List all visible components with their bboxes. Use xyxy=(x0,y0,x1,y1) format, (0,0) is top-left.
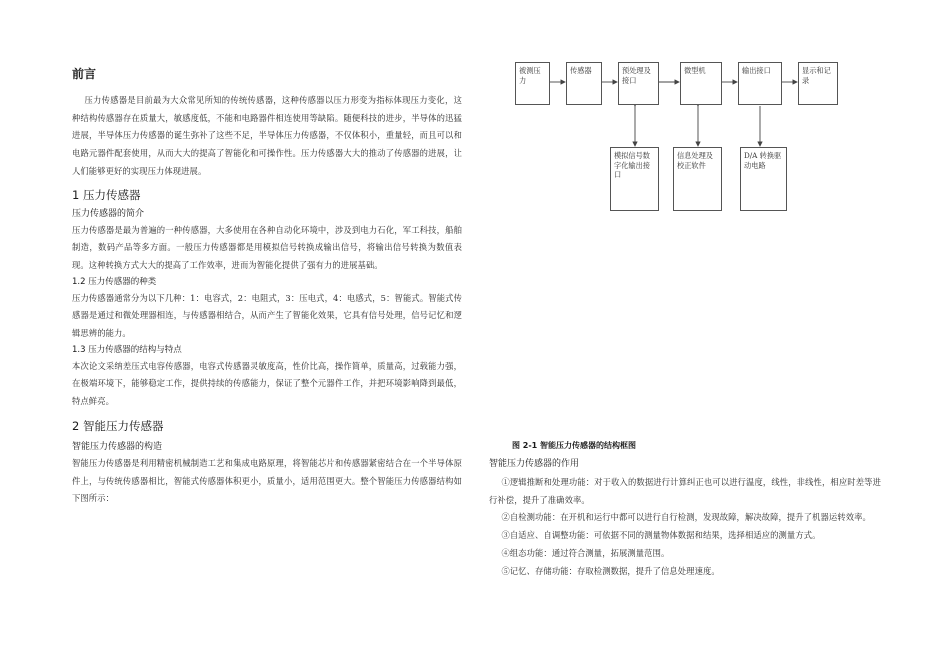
preface-title: 前言 xyxy=(72,67,97,81)
section-1-title: 1 压力传感器 xyxy=(72,187,141,202)
diagram-box-sensor: 传感器 xyxy=(566,62,602,105)
section-1-3-paragraph: 本次论文采纳差压式电容传感器，电容式传感器灵敏度高，性价比高，操作简单，质量高，过载能力强，在极端环境下，能够稳定工作，提供持续的传感能力，保证了整个元器件工作，并把环境影响降到最低，特点鲜亮。 xyxy=(72,360,462,407)
section-2-structure-paragraph: 智能压力传感器是利用精密机械制造工艺和集成电路原理，将智能芯片和传感器紧密结合在一个半导体原件上，与传统传感器相比，智能式传感器体积更小，质量小，适用范围更大。整个智能压力传感器结构如下图所示： xyxy=(72,457,462,504)
figure-caption: 图 2-1 智能压力传感器的结构框图 xyxy=(512,441,637,450)
section-1-intro-title: 压力传感器的简介 xyxy=(72,208,145,219)
right-column xyxy=(489,458,881,580)
diagram-box-microcomputer: 微型机 xyxy=(680,62,722,105)
function-item-3: ③自适应、自调整功能：可依据不同的测量物体数据和结果，选择相适应的测量方式。 xyxy=(501,530,821,541)
section-2-structure-title: 智能压力传感器的构造 xyxy=(72,441,163,452)
preface-paragraph: 压力传感器是目前最为大众常见所知的传统传感器，这种传感器以压力形变为指标体现压力变化，这种结构传感器存在质量大，敏感度低，不能和电路器件相连使用等缺陷。随便科技的进步，半导体的迅猛进展，半导体压力传感器的诞生弥补了这些不足，半导体压力传感器，不仅体积小，重量轻，而且可以和电路元器件配套使用，从而大大的提高了智能化和可操作性。压力传感器大大的推动了传感器的进展，让人们能够更好的实现压力体现进展。 xyxy=(72,95,462,176)
function-item-5: ⑤记忆、存储功能：存取检测数据，提升了信息处理速度。 xyxy=(501,565,720,576)
section-1-intro-paragraph: 压力传感器是最为普遍的一种传感器，大多使用在各种自动化环境中，涉及到电力石化，军工科技，船舶制造，数码产品等多方面。一般压力传感器都是用模拟信号转换成输出信号，将输出信号转换为数值表现。这种转换方式大大的提高了工作效率，进而为智能化提供了强有力的进展基础。 xyxy=(72,224,462,270)
function-item-2: ②自检测功能：在开机和运行中都可以进行自行检测，发现故障，解决故障，提升了机器运转效率。 xyxy=(501,512,871,523)
section-1-2-title: 1.2 压力传感器的种类 xyxy=(72,276,157,287)
diagram-box-analog-digital: 模拟信号数字化输出接口 xyxy=(610,147,659,211)
diagram-box-measured-pressure: 被测压力 xyxy=(515,62,550,105)
function-item-1: ①逻辑推断和处理功能：对于收入的数据进行计算纠正也可以进行温度，线性，非线性，相应时差等进行补偿，提升了准确效率。 xyxy=(489,477,881,505)
section-1-2-paragraph: 压力传感器通常分为以下几种：1：电容式，2：电阻式，3：压电式，4：电感式，5：智能式。智能式传感器是通过和微处理器相连，与传感器相结合，从而产生了智能化效果，它具有信号处理，信号记忆和逻辑思辨的能力。 xyxy=(72,292,462,339)
diagram-box-output-interface: 输出接口 xyxy=(738,62,782,105)
diagram-box-da-converter: D/A 转换驱动电路 xyxy=(740,147,787,211)
section-1-3-title: 1.3 压力传感器的结构与特点 xyxy=(72,344,182,355)
function-item-4: ④组态功能：通过符合测量，拓展测量范围。 xyxy=(501,547,670,558)
section-2-title: 2 智能压力传感器 xyxy=(72,418,164,433)
functions-title: 智能压力传感器的作用 xyxy=(489,459,580,469)
diagram-box-info-processing: 信息处理及校正软件 xyxy=(673,147,722,211)
diagram-box-display-record: 显示和记录 xyxy=(798,62,838,105)
diagram-box-preprocessing: 预处理及接口 xyxy=(618,62,659,105)
